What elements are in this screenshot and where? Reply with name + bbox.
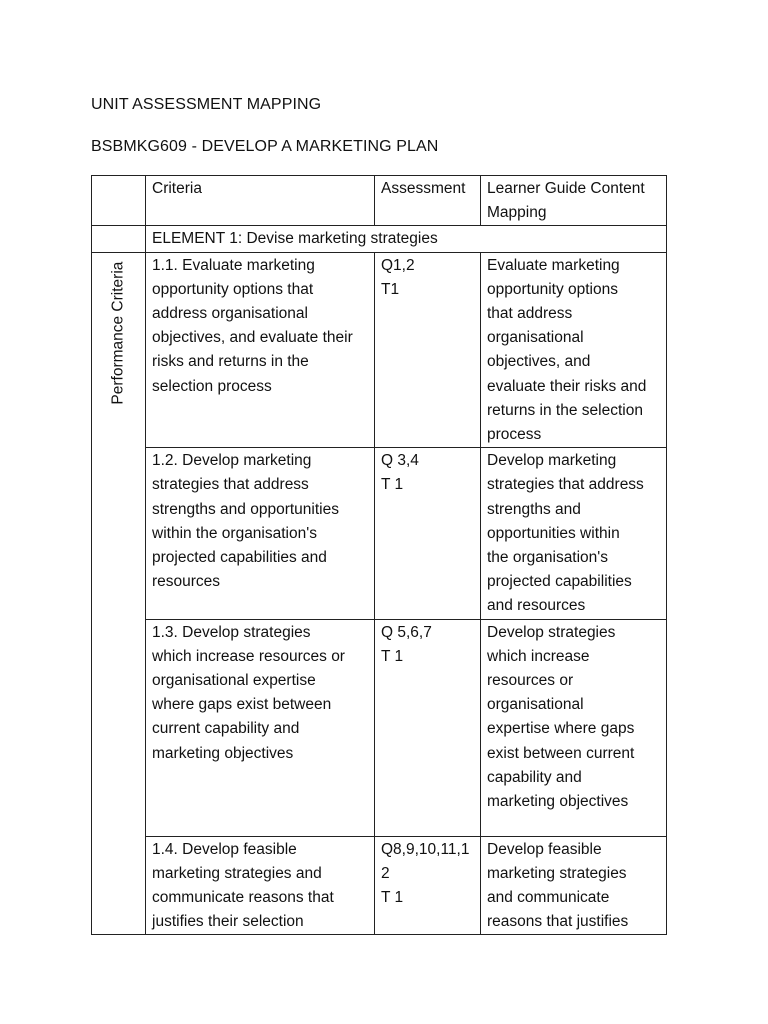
table-header-row [92,176,667,226]
assessment-cell: Q8,9,10,11,1 2 T 1 [375,836,481,935]
criteria-cell: 1.4. Develop feasible marketing strategies and communicate reasons that justifies their selection [146,836,375,935]
table-row [92,619,667,836]
performance-criteria-side-label-cell [92,252,146,935]
mapping-cell: Develop strategies which increase resources or organisational expertise where gaps exist between current capability and marketing objectives [481,619,667,836]
header-assessment: Assessment [375,176,481,226]
assessment-cell: Q1,2 T1 [375,252,481,448]
assessment-mapping-table [91,175,667,935]
assessment-cell: Q 3,4 T 1 [375,448,481,619]
assessment-cell: Q 5,6,7 T 1 [375,619,481,836]
criteria-cell: 1.2. Develop marketing strategies that address strengths and opportunities within the organisation's projected capabilities and resources [146,448,375,619]
element-empty-cell [92,226,146,252]
criteria-cell: 1.1. Evaluate marketing opportunity options that address organisational objectives, and evaluate their risks and returns in the selection process [146,252,375,448]
table-row [92,836,667,935]
header-learner-guide-mapping: Learner Guide Content Mapping [481,176,667,226]
header-empty-cell [92,176,146,226]
table-row [92,252,667,448]
mapping-cell: Evaluate marketing opportunity options that address organisational objectives, and evaluate their risks and returns in the selection process [481,252,667,448]
performance-criteria-label: Performance Criteria [109,261,127,405]
element-row [92,226,667,252]
table-row [92,448,667,619]
unit-heading: BSBMKG609 - DEVELOP A MARKETING PLAN [91,138,439,155]
element-heading: ELEMENT 1: Devise marketing strategies [146,226,667,252]
mapping-cell: Develop feasible marketing strategies and communicate reasons that justifies [481,836,667,935]
document-title: UNIT ASSESSMENT MAPPING [91,96,322,113]
header-criteria: Criteria [146,176,375,226]
criteria-cell: 1.3. Develop strategies which increase resources or organisational expertise where gaps exist between current capability and marketing objectives [146,619,375,836]
mapping-cell: Develop marketing strategies that address strengths and opportunities within the organisation's projected capabilities and resources [481,448,667,619]
